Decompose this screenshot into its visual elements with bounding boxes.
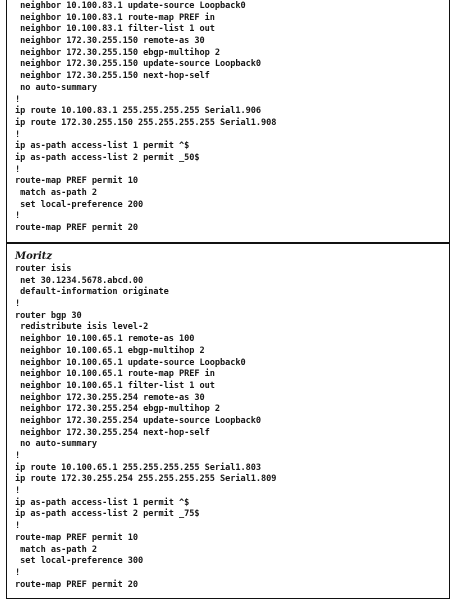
config-line: neighbor 172.30.255.150 remote-as 30: [15, 36, 205, 47]
config-line: !: [15, 567, 21, 578]
config-line: neighbor 172.30.255.254 remote-as 30: [15, 392, 205, 403]
section-divider: [7, 242, 449, 244]
config-line: neighbor 172.30.255.254 update-source Loopback0: [15, 415, 261, 426]
config-line: neighbor 172.30.255.150 next-hop-self: [15, 71, 210, 82]
config-line: match as-path 2: [15, 188, 97, 198]
config-line: ip as-path access-list 1 permit ^$: [15, 141, 190, 152]
config-line: router isis: [15, 264, 72, 274]
config-line: neighbor 172.30.255.150 update-source Loopback0: [15, 59, 261, 70]
config-line: redistribute isis level-2: [15, 322, 149, 333]
config-line: ip route 10.100.65.1 255.255.255.255 Serial1.803: [15, 462, 261, 473]
config-line: ip route 172.30.255.150 255.255.255.255 Serial1.908: [15, 117, 277, 128]
config-line: route-map PREF permit 20: [15, 579, 138, 590]
config-line: no auto-summary: [15, 82, 97, 93]
config-block-top: [7, 1, 276, 235]
config-line: neighbor 10.100.83.1 route-map PREF in: [15, 12, 215, 23]
config-line: !: [15, 129, 21, 140]
config-line: !: [15, 521, 21, 532]
config-line: neighbor 10.100.65.1 filter-list 1 out: [15, 380, 215, 391]
config-line: route-map PREF permit 10: [15, 176, 138, 187]
config-line: !: [15, 164, 21, 175]
config-line: match as-path 2: [15, 544, 97, 555]
config-line: ip route 172.30.255.254 255.255.255.255 Serial1.809: [15, 474, 277, 485]
config-line: set local-preference 200: [15, 199, 144, 210]
config-line: net 30.1234.5678.abcd.00: [15, 275, 144, 286]
config-line: ip as-path access-list 2 permit _50$: [15, 152, 200, 163]
config-line: router bgp 30: [15, 310, 82, 321]
config-line: !: [15, 299, 21, 310]
config-line: set local-preference 300: [15, 556, 144, 567]
config-line: neighbor 10.100.83.1 update-source Loopback0: [15, 1, 246, 11]
config-line: neighbor 10.100.65.1 ebgp-multihop 2: [15, 345, 205, 356]
config-block-moritz: [7, 264, 276, 591]
config-line: !: [15, 94, 21, 105]
config-line: no auto-summary: [15, 439, 97, 450]
config-line: !: [15, 211, 21, 222]
config-line: neighbor 10.100.83.1 filter-list 1 out: [15, 24, 215, 35]
router-name-heading: Moritz: [15, 251, 53, 262]
config-line: neighbor 172.30.255.254 ebgp-multihop 2: [15, 404, 220, 415]
config-line: neighbor 172.30.255.254 next-hop-self: [15, 427, 210, 438]
config-line: route-map PREF permit 10: [15, 532, 138, 543]
config-line: route-map PREF permit 20: [15, 223, 138, 234]
config-line: neighbor 10.100.65.1 remote-as 100: [15, 334, 195, 345]
config-line: neighbor 172.30.255.150 ebgp-multihop 2: [15, 47, 220, 58]
config-listing-frame: [6, 0, 450, 599]
config-line: ip as-path access-list 1 permit ^$: [15, 497, 190, 508]
config-line: default-information originate: [15, 287, 169, 298]
config-line: neighbor 10.100.65.1 update-source Loopback0: [15, 357, 246, 368]
config-line: ip as-path access-list 2 permit _75$: [15, 509, 200, 520]
config-line: !: [15, 486, 21, 497]
config-line: ip route 10.100.83.1 255.255.255.255 Serial1.906: [15, 106, 261, 117]
config-line: neighbor 10.100.65.1 route-map PREF in: [15, 369, 215, 380]
config-line: !: [15, 451, 21, 461]
